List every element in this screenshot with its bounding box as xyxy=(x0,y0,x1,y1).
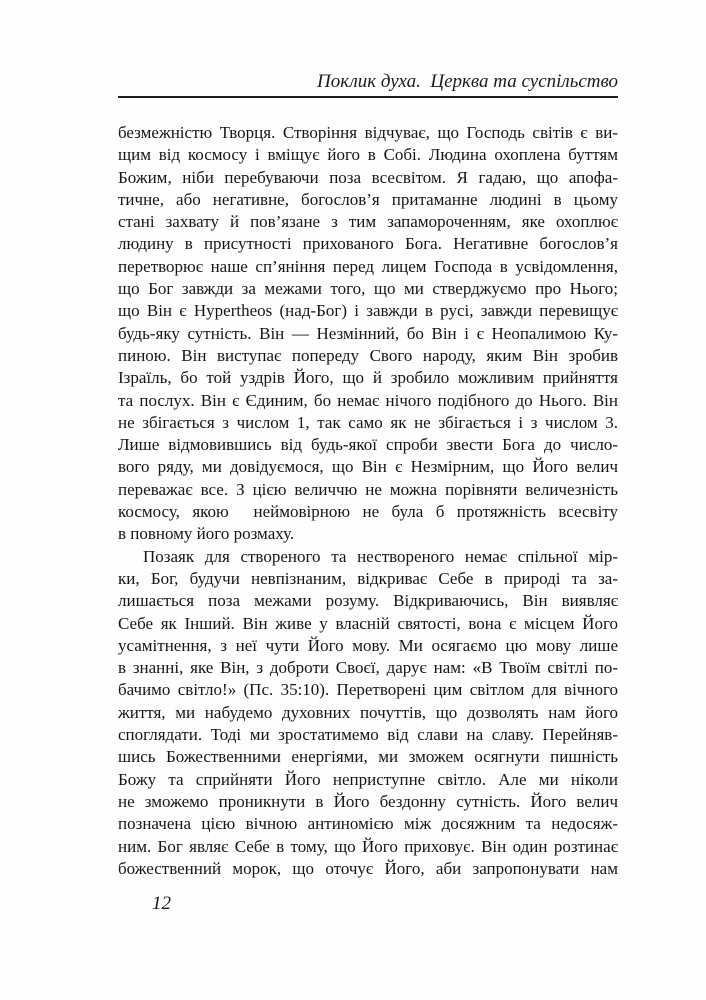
body-text xyxy=(118,122,618,880)
text-line: Себе як Інший. Він живе у власній святості, вона є місцем Його xyxy=(118,613,618,633)
header-rule xyxy=(118,96,618,98)
text-line: споглядати. Тоді ми зростатимемо від слави на славу. Перейняв- xyxy=(118,725,618,745)
text-line: ним. Бог являє Себе в тому, що Його приховує. Він один розтинає xyxy=(118,836,618,856)
text-line: життя, ми набудемо духовних почуттів, що дозволять нам його xyxy=(118,702,618,722)
text-line: пиною. Він виступає попереду Свого народу, яким Він зробив xyxy=(118,345,618,365)
text-line: що Бог завжди за межами того, що ми стверджуємо про Нього; xyxy=(118,279,618,299)
text-line: щим від космосу і вміщує його в Собі. Людина охоплена буттям xyxy=(118,145,618,165)
text-line: безмежністю Творця. Створіння відчуває, що Господь світів є ви- xyxy=(118,123,618,142)
text-line: Лише відмовившись від будь-якої спроби звести Бога до число- xyxy=(118,435,618,455)
text-line: лишається поза межами розуму. Відкриваючись, Він виявляє xyxy=(118,591,618,611)
text-line: в повному його розмаху. xyxy=(118,524,295,544)
text-line: не зможемо проникнути в Його бездонну сутність. Його велич xyxy=(118,791,618,811)
text-line: стані захвату й пов’язане з тим запамороченням, яке охоплює xyxy=(118,212,618,232)
text-line: перетворює наше сп’яніння перед лицем Господа в усвідомлення, xyxy=(118,256,618,276)
text-line: Божу та сприйняти Його неприступне світло. Але ми ніколи xyxy=(118,769,618,789)
text-line: людину в присутності прихованого Бога. Негативне богослов’я xyxy=(118,234,618,254)
text-line: бачимо світло!» (Пс. 35:10). Перетворені цим світлом для вічного xyxy=(118,680,618,700)
text-line: не збігається з числом 1, так само як не збігається і з числом 3. xyxy=(118,412,618,432)
text-line: Позаяк для створеного та нествореного немає спільної мір- xyxy=(143,546,618,566)
text-line: усамітнення, з неї чути Його мову. Ми осягаємо цю мову лише xyxy=(118,635,618,655)
text-line: божественний морок, що оточує Його, аби запропонувати нам xyxy=(118,858,618,878)
running-header: Поклик духа. Церква та суспільство xyxy=(316,71,618,92)
text-line: що Він є Hypertheos (над-Бог) і завжди в русі, завжди перевищує xyxy=(118,301,618,321)
text-line: шись Божественними енергіями, ми зможем осягнути пишність xyxy=(118,747,618,767)
text-line: позначена цією вічною антиномією між досяжним та недосяж- xyxy=(118,814,618,834)
text-line: вого ряду, ми довідуємося, що Він є Незмірним, що Його велич xyxy=(118,457,618,477)
text-line: в знанні, яке Він, з доброти Своєї, дарує нам: «В Твоїм світлі по- xyxy=(118,658,618,678)
text-line: Ізраїль, бо той уздрів Його, що й зробило можливим прийняття xyxy=(118,368,618,388)
text-line: Божим, ніби перебуваючи поза всесвітом. Я гадаю, що апофа- xyxy=(118,167,618,187)
text-line: тичне, або негативне, богослов’я притаманне людині в цьому xyxy=(118,189,618,209)
text-line: ки, Бог, будучи невпізнаним, відкриває Себе в природі та за- xyxy=(118,568,618,588)
page-number: 12 xyxy=(152,893,171,914)
text-line: будь-яку сутність. Він — Незмінний, бо Він і є Неопалимою Ку- xyxy=(118,323,618,343)
text-line: та послух. Він є Єдиним, бо немає нічого подібного до Нього. Він xyxy=(118,390,618,410)
text-line: переважає все. З цією величчю не можна порівняти величезність xyxy=(118,479,618,499)
text-line: космосу, якою неймовірною не була б протяжність всесвіту xyxy=(118,502,618,522)
